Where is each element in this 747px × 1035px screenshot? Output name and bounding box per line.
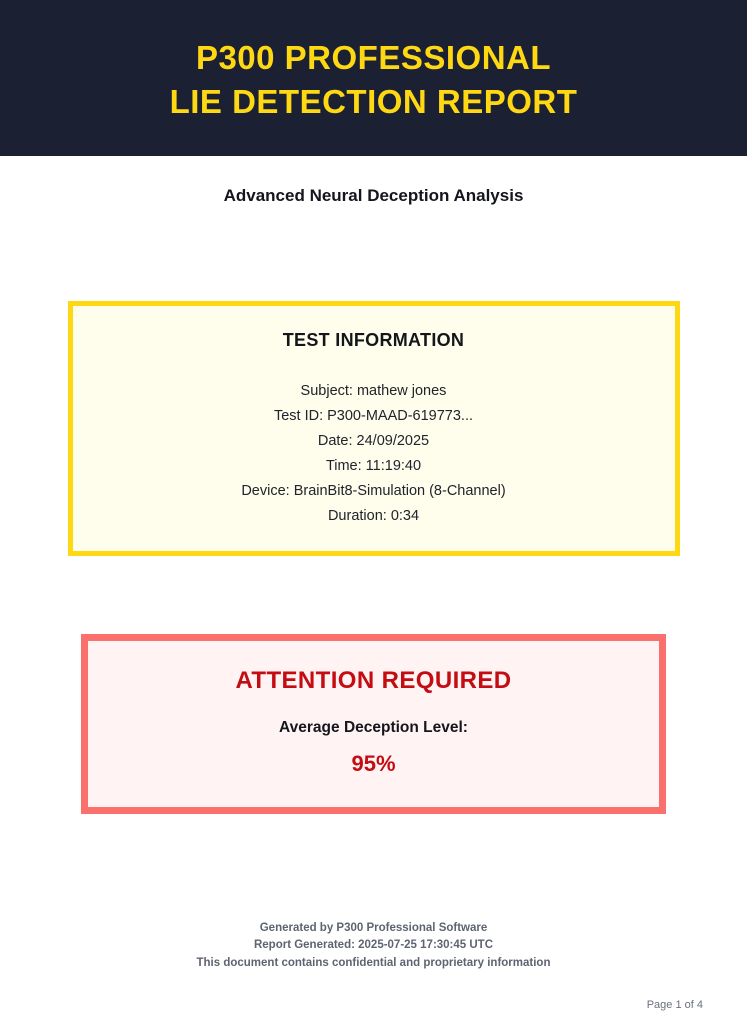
report-header-banner: [0, 0, 747, 156]
report-subtitle: Advanced Neural Deception Analysis: [223, 186, 524, 205]
report-title-line-1: P300 PROFESSIONAL: [195, 39, 552, 77]
test-info-subject: Subject: mathew jones: [300, 383, 447, 399]
average-deception-level-label: Average Deception Level:: [279, 718, 468, 736]
average-deception-level-value: 95%: [351, 750, 396, 776]
test-info-test-id: Test ID: P300-MAAD-619773...: [273, 407, 474, 424]
test-info-duration: Duration: 0:34: [327, 507, 420, 524]
report-title-line-2: LIE DETECTION REPORT: [169, 83, 578, 120]
test-info-device: Device: BrainBit8-Simulation (8-Channel): [241, 482, 506, 499]
footer-generated-timestamp: Report Generated: 2025-07-25 17:30:45 UTC: [253, 939, 494, 952]
footer-confidentiality-notice: This document contains confidential and proprietary information: [196, 957, 551, 970]
test-information-title: TEST INFORMATION: [282, 330, 465, 350]
attention-required-title: ATTENTION REQUIRED: [235, 666, 512, 694]
test-info-time: Time: 11:19:40: [325, 457, 422, 474]
attention-required-panel: [81, 634, 666, 814]
report-footer: [0, 920, 747, 973]
test-information-panel: [68, 301, 680, 556]
footer-generated-by: Generated by P300 Professional Software: [259, 921, 488, 934]
page-number: Page 1 of 4: [646, 999, 703, 1011]
test-info-date: Date: 24/09/2025: [317, 432, 430, 449]
